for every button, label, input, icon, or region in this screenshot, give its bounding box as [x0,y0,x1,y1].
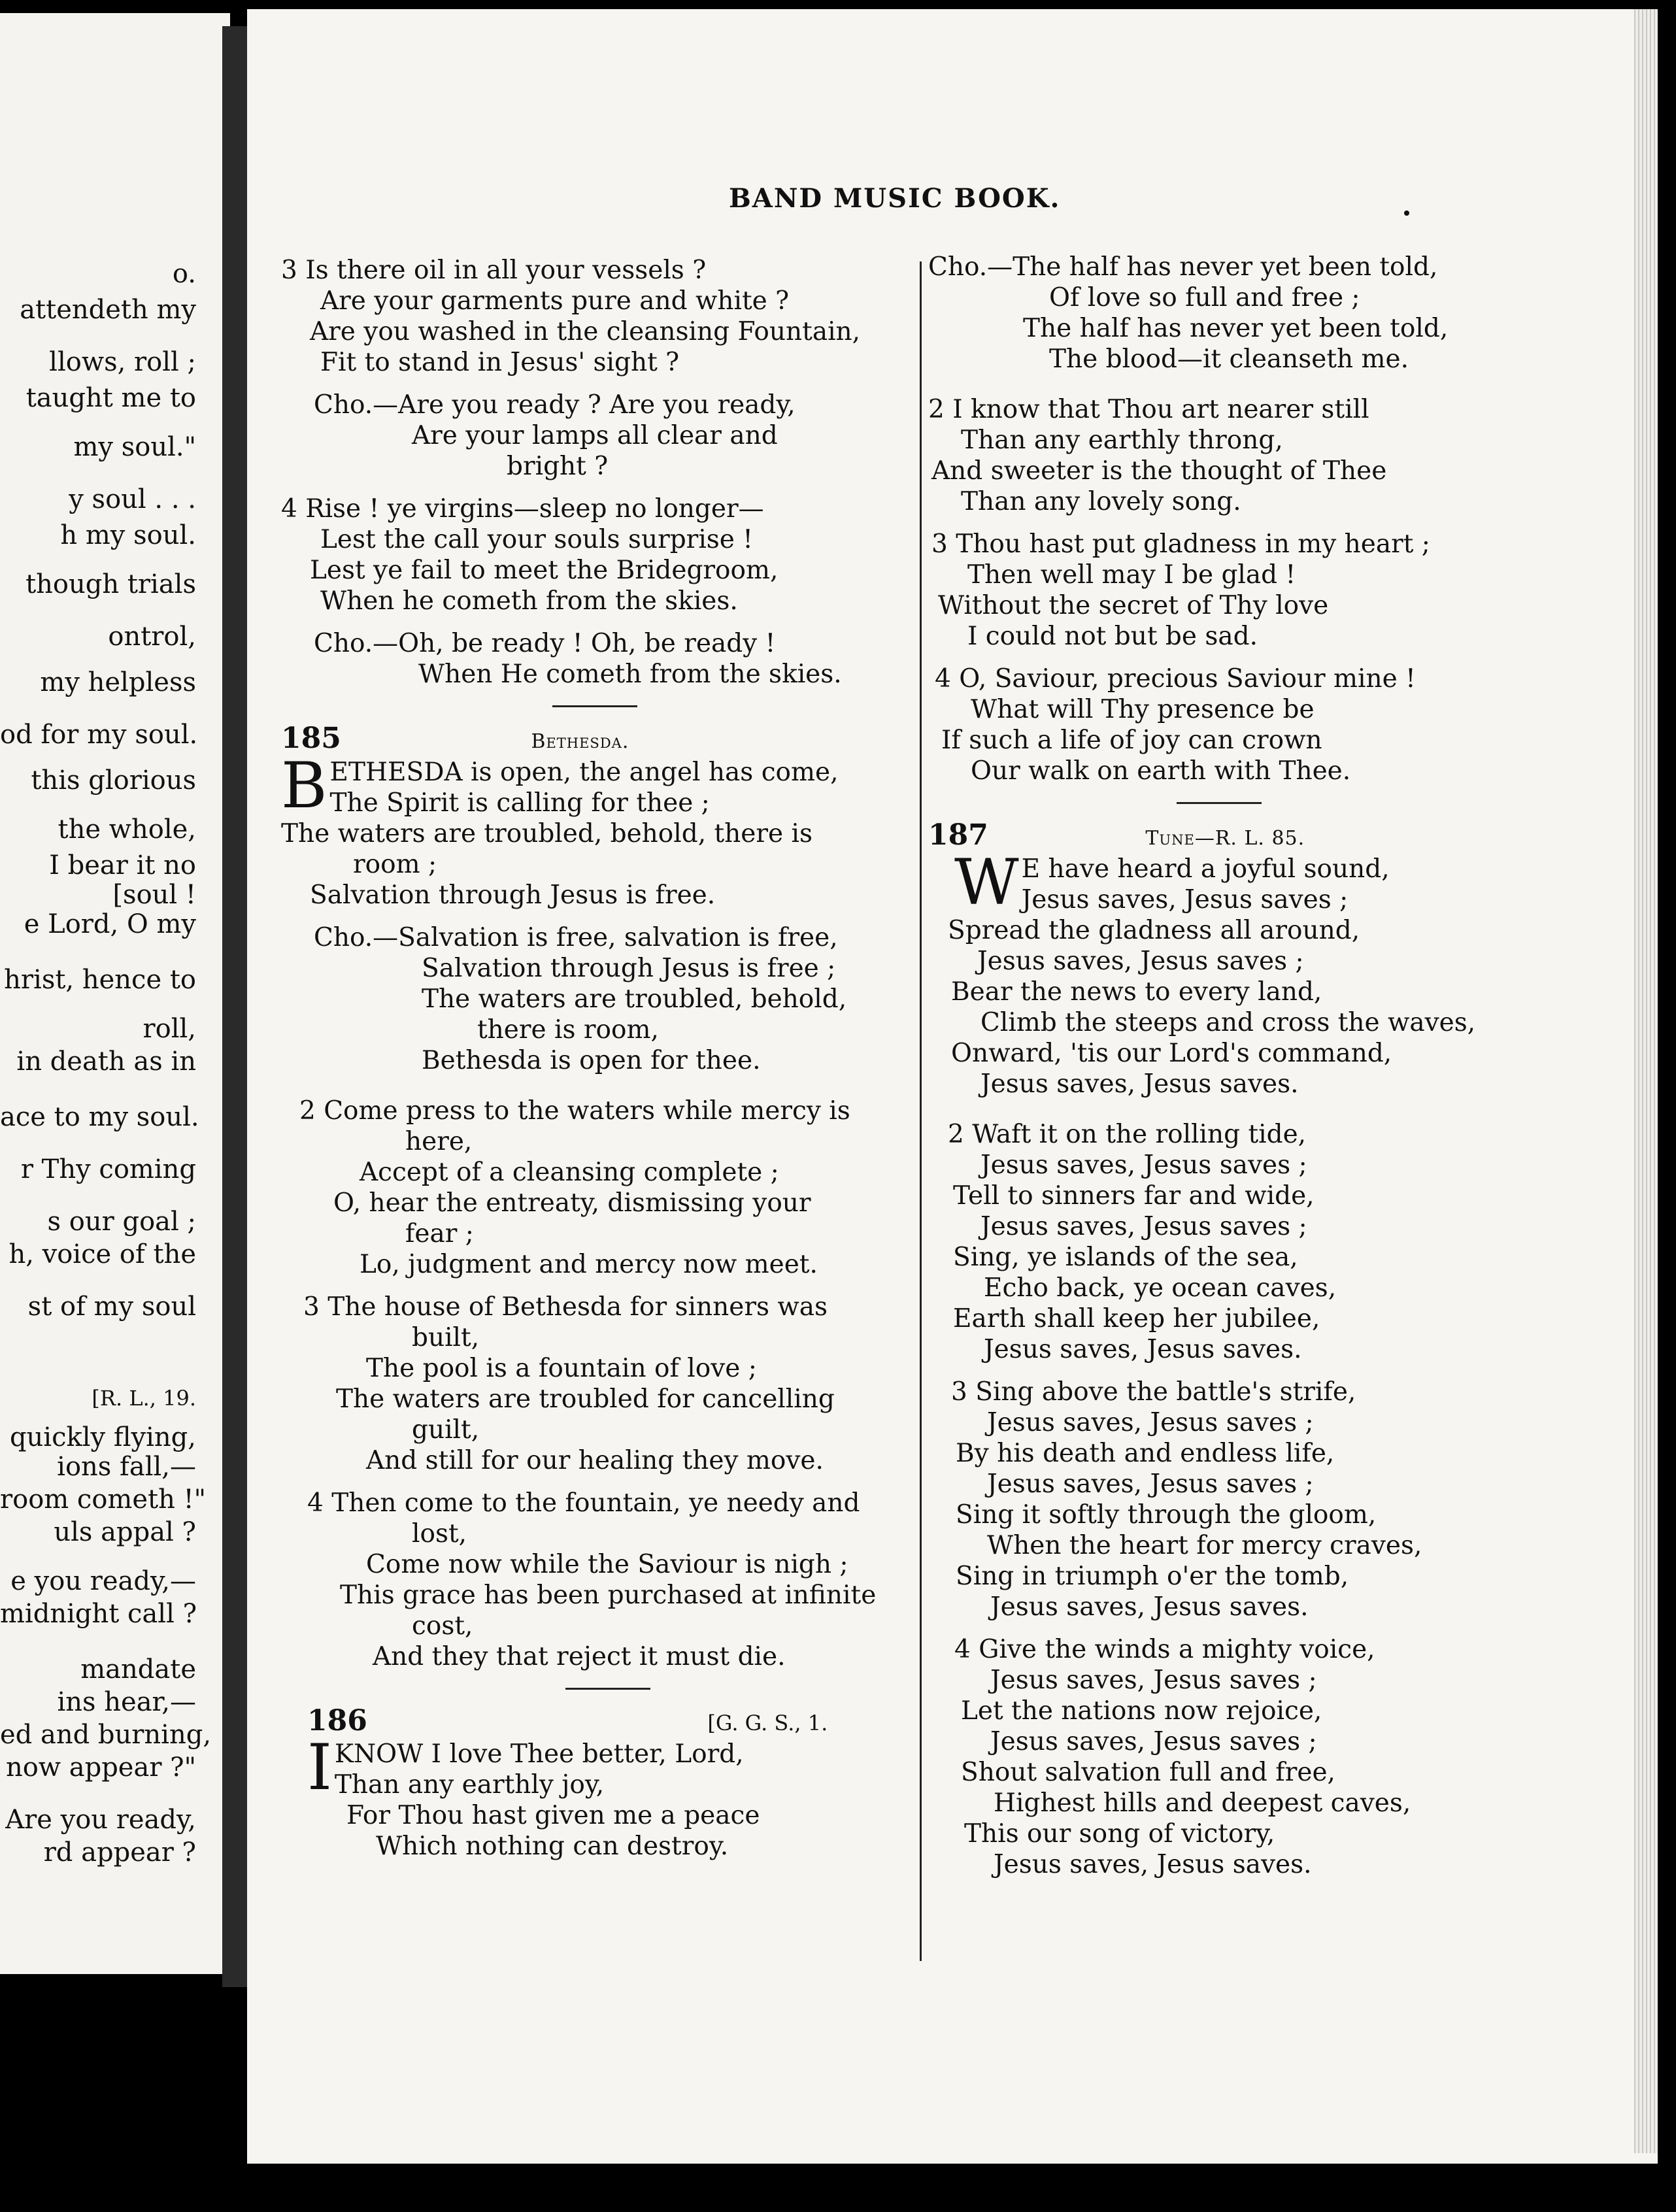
hymn-185-chorus [281,922,909,1076]
column-right [928,252,1621,1880]
verse-line: Jesus saves, Jesus saves. [980,1069,1299,1099]
chorus-line: Cho.—Oh, be ready ! Oh, be ready ! [314,629,776,658]
hymn-187-verse-1 [928,854,1621,915]
verse-line: Bear the news to every land, [951,977,1322,1007]
left-page-line: I bear it no [49,850,196,880]
verse-line: And they that reject it must die. [373,1642,786,1671]
chorus-line: Of love so full and free ; [1049,283,1360,312]
verse-line: What will Thy presence be [971,695,1315,724]
verse-line: 2 Waft it on the rolling tide, [948,1120,1307,1149]
verse-line: Jesus saves, Jesus saves ; [987,1469,1314,1499]
verse-line: Salvation through Jesus is free. [310,880,716,910]
verse-line: The pool is a fountain of love ; [366,1354,757,1383]
left-page-line: e you ready,— [10,1566,196,1596]
left-page-line: my soul." [73,432,196,462]
page-speck [1404,210,1409,216]
verse-line: Jesus saves, Jesus saves ; [1021,885,1349,914]
left-page-line: hrist, hence to [4,965,196,995]
verse-line: Onward, 'tis our Lord's command, [951,1039,1392,1068]
verse-line: Sing it softly through the gloom, [956,1500,1377,1530]
verse-line: Come now while the Saviour is nigh ; [366,1550,848,1579]
page-edges [1634,9,1658,2153]
left-page-line: roll, [142,1014,196,1044]
chorus-line: bright ? [507,452,609,481]
left-page-line: [R. L., 19. [92,1386,196,1411]
left-page-line: taught me to [25,383,196,413]
verse-line: And still for our healing they move. [366,1446,824,1475]
verse-line: built, [412,1323,480,1352]
left-page-line: o. [172,259,196,289]
verse-line: lost, [412,1519,467,1549]
verse-line: Jesus saves, Jesus saves ; [980,1150,1307,1180]
verse-line: Without the secret of Thy love [938,591,1329,620]
verse-line: Lo, judgment and mercy now meet. [360,1250,818,1279]
chorus-line: Cho.—Are you ready ? Are you ready, [314,390,796,420]
verse-line: fear ; [405,1219,474,1248]
verse-line: Then well may I be glad ! [967,560,1296,590]
verse-line: E have heard a joyful sound, [1021,854,1390,884]
tune-reference: Tune—R. L. 85. [1145,827,1305,850]
verse-line: here, [405,1127,473,1156]
left-page-line: y soul . . . [69,484,196,514]
chorus-line: The blood—it cleanseth me. [1049,344,1409,374]
verse-line: Shout salvation full and free, [961,1758,1335,1787]
hymn-187-verse-2 [928,1119,1621,1365]
chorus-line: there is room, [477,1015,659,1045]
verse-line: 3 The house of Bethesda for sinners was [303,1292,828,1322]
verse-line: Jesus saves, Jesus saves ; [990,1727,1317,1756]
hymn-title: Bethesda. [531,730,629,753]
left-page-line: od for my soul. [0,720,198,750]
verse-line: For Thou hast given me a peace [346,1801,760,1830]
left-page-line: quickly flying, [9,1422,196,1452]
verse-line: ETHESDA is open, the angel has come, [329,758,839,787]
verse-line: Climb the steeps and cross the waves, [980,1008,1476,1037]
verse-line: Highest hills and deepest caves, [994,1788,1411,1818]
hymn-185-verse-3 [281,1292,909,1476]
left-page-line: mandate [80,1654,196,1684]
chorus [928,252,1621,375]
verse-line: guilt, [412,1415,480,1445]
verse-line: cost, [412,1611,473,1641]
left-page-line: r Thy coming [20,1154,196,1184]
verse-line: Lest ye fail to meet the Bridegroom, [310,556,779,585]
column-left [281,255,909,1862]
verse-2 [928,394,1621,517]
verse-4 [281,494,909,616]
left-page-line: room cometh !" [0,1484,207,1515]
hymn-number: 186 [307,1704,367,1737]
verse-line: 4 Then come to the fountain, ye needy and [307,1488,860,1518]
left-page-line: ins hear,— [57,1687,196,1717]
left-page-line: e Lord, O my [24,909,196,939]
verse-line: Sing in triumph o'er the tomb, [956,1562,1349,1591]
verse-line: The waters are troubled, behold, there is [281,819,813,848]
verse-line: The Spirit is calling for thee ; [329,788,710,818]
verse-line: 3 Sing above the battle's strife, [951,1377,1356,1407]
tune-reference: [G. G. S., 1. [707,1711,828,1735]
verse-line: When he cometh from the skies. [320,586,738,616]
hymn-187-heading [928,820,1621,854]
left-page-line: ions fall,— [57,1452,196,1482]
chorus-line: When He cometh from the skies. [418,660,842,689]
hymn-185-heading [281,723,909,757]
verse-line: Than any earthly joy, [334,1770,605,1800]
hymn-185-verse-4 [281,1488,909,1672]
chorus-line: Cho.—The half has never yet been told, [928,252,1438,282]
left-page-line: h, voice of the [8,1239,196,1269]
running-header: BAND MUSIC BOOK. [729,183,1061,214]
left-page-line: s our goal ; [47,1207,196,1237]
verse-line: This our song of victory, [964,1819,1275,1849]
left-page-fragment [0,13,230,1974]
verse-line: Fit to stand in Jesus' sight ? [320,348,680,377]
verse-line: Jesus saves, Jesus saves ; [980,1212,1307,1241]
hymn-185-verse-1 [281,757,909,818]
hymn-185-verse-2 [281,1096,909,1280]
verse-line: 4 Give the winds a mighty voice, [954,1635,1375,1664]
left-page-line: midnight call ? [0,1599,197,1629]
verse-line: Spread the gladness all around, [948,916,1360,945]
verse-3 [281,255,909,378]
drop-cap: W [954,854,1019,915]
left-page-line: Are you ready, [5,1805,196,1835]
left-page-line: llows, roll ; [49,347,196,377]
verse-line: When the heart for mercy craves, [987,1531,1422,1560]
left-page-line: uls appal ? [54,1517,196,1547]
left-page-line: st of my soul [27,1292,196,1322]
left-page-line: rd appear ? [43,1837,196,1868]
left-page-line: ontrol, [108,622,196,652]
verse-line: Earth shall keep her jubilee, [953,1304,1320,1333]
hymn-187-verse-4 [928,1634,1621,1880]
chorus [281,390,909,482]
verse-line: Jesus saves, Jesus saves ; [977,947,1304,976]
left-page-line: this glorious [31,765,196,796]
verse-line: room ; [353,850,437,879]
section-rule [565,1688,650,1690]
verse-3 [928,529,1621,652]
verse-line: This grace has been purchased at infinite [340,1581,877,1610]
verse-line: Accept of a cleansing complete ; [360,1158,779,1187]
chorus-line: The waters are troubled, behold, [422,984,847,1014]
verse-line: Tell to sinners far and wide, [953,1181,1315,1211]
section-rule [1177,802,1262,804]
verse-line: 2 I know that Thou art nearer still [928,395,1369,424]
left-page-line: [soul ! [112,880,196,910]
drop-cap: I [307,1739,332,1800]
left-page-line: h my soul. [60,520,196,550]
verse-line: Jesus saves, Jesus saves. [994,1850,1312,1879]
drop-cap: B [281,757,327,818]
verse-line: Jesus saves, Jesus saves ; [990,1666,1317,1695]
left-page-line: now appear ?" [5,1752,196,1783]
hymn-186-heading [281,1705,909,1739]
left-page-line: attendeth my [20,295,196,325]
verse-line: Echo back, ye ocean caves, [984,1273,1337,1303]
verse-line: Our walk on earth with Thee. [971,756,1351,786]
section-rule [552,705,637,707]
verse-line: Lest the call your souls surprise ! [320,525,753,554]
left-page-line: though trials [25,569,196,599]
verse-line: 2 Come press to the waters while mercy is [299,1096,850,1126]
verse-line: The waters are troubled for cancelling [336,1384,835,1414]
verse-line: Let the nations now rejoice, [961,1696,1322,1726]
chorus-line: Bethesda is open for thee. [422,1046,761,1075]
chorus [281,628,909,690]
verse-line: 4 O, Saviour, precious Saviour mine ! [935,664,1416,694]
verse-line: Jesus saves, Jesus saves ; [987,1408,1314,1437]
verse-line: O, hear the entreaty, dismissing your [333,1188,811,1218]
verse-line: Jesus saves, Jesus saves. [990,1592,1309,1622]
verse-line: If such a life of joy can crown [941,726,1322,755]
left-page-line: ed and burning, [0,1720,212,1750]
verse-line: Than any lovely song. [961,487,1241,516]
hymn-number: 185 [281,722,341,755]
verse-line: KNOW I love Thee better, Lord, [334,1739,744,1769]
chorus-line: Salvation through Jesus is free ; [422,954,836,983]
verse-line: I could not but be sad. [967,622,1258,651]
chorus-line: Cho.—Salvation is free, salvation is free, [314,923,838,952]
column-divider [920,261,922,1961]
hymn-186-verse-1 [281,1739,909,1800]
verse-line: 3 Is there oil in all your vessels ? [281,256,707,285]
left-page-line: the whole, [58,814,196,845]
book-gutter [222,26,248,1987]
hymn-187-verse-3 [928,1377,1621,1622]
verse-line: By his death and endless life, [956,1439,1335,1468]
verse-line: 3 Thou hast put gladness in my heart ; [931,529,1430,559]
left-page-line: ace to my soul. [0,1102,199,1132]
verse-line: 4 Rise ! ye virgins—sleep no longer— [281,494,764,524]
verse-line: Sing, ye islands of the sea, [953,1243,1298,1272]
hymn-number: 187 [928,818,988,852]
verse-line: Which nothing can destroy. [376,1832,729,1861]
left-page-line: my helpless [40,667,196,697]
chorus-line: Are your lamps all clear and [412,421,778,450]
chorus-line: The half has never yet been told, [1023,314,1449,343]
verse-line: Than any earthly throng, [961,426,1283,455]
verse-line: Are your garments pure and white ? [320,286,790,316]
verse-line: Are you washed in the cleansing Fountain, [310,317,861,346]
left-page-line: in death as in [16,1047,196,1077]
verse-line: And sweeter is the thought of Thee [931,456,1387,486]
verse-4 [928,663,1621,786]
verse-line: Jesus saves, Jesus saves. [984,1335,1302,1364]
